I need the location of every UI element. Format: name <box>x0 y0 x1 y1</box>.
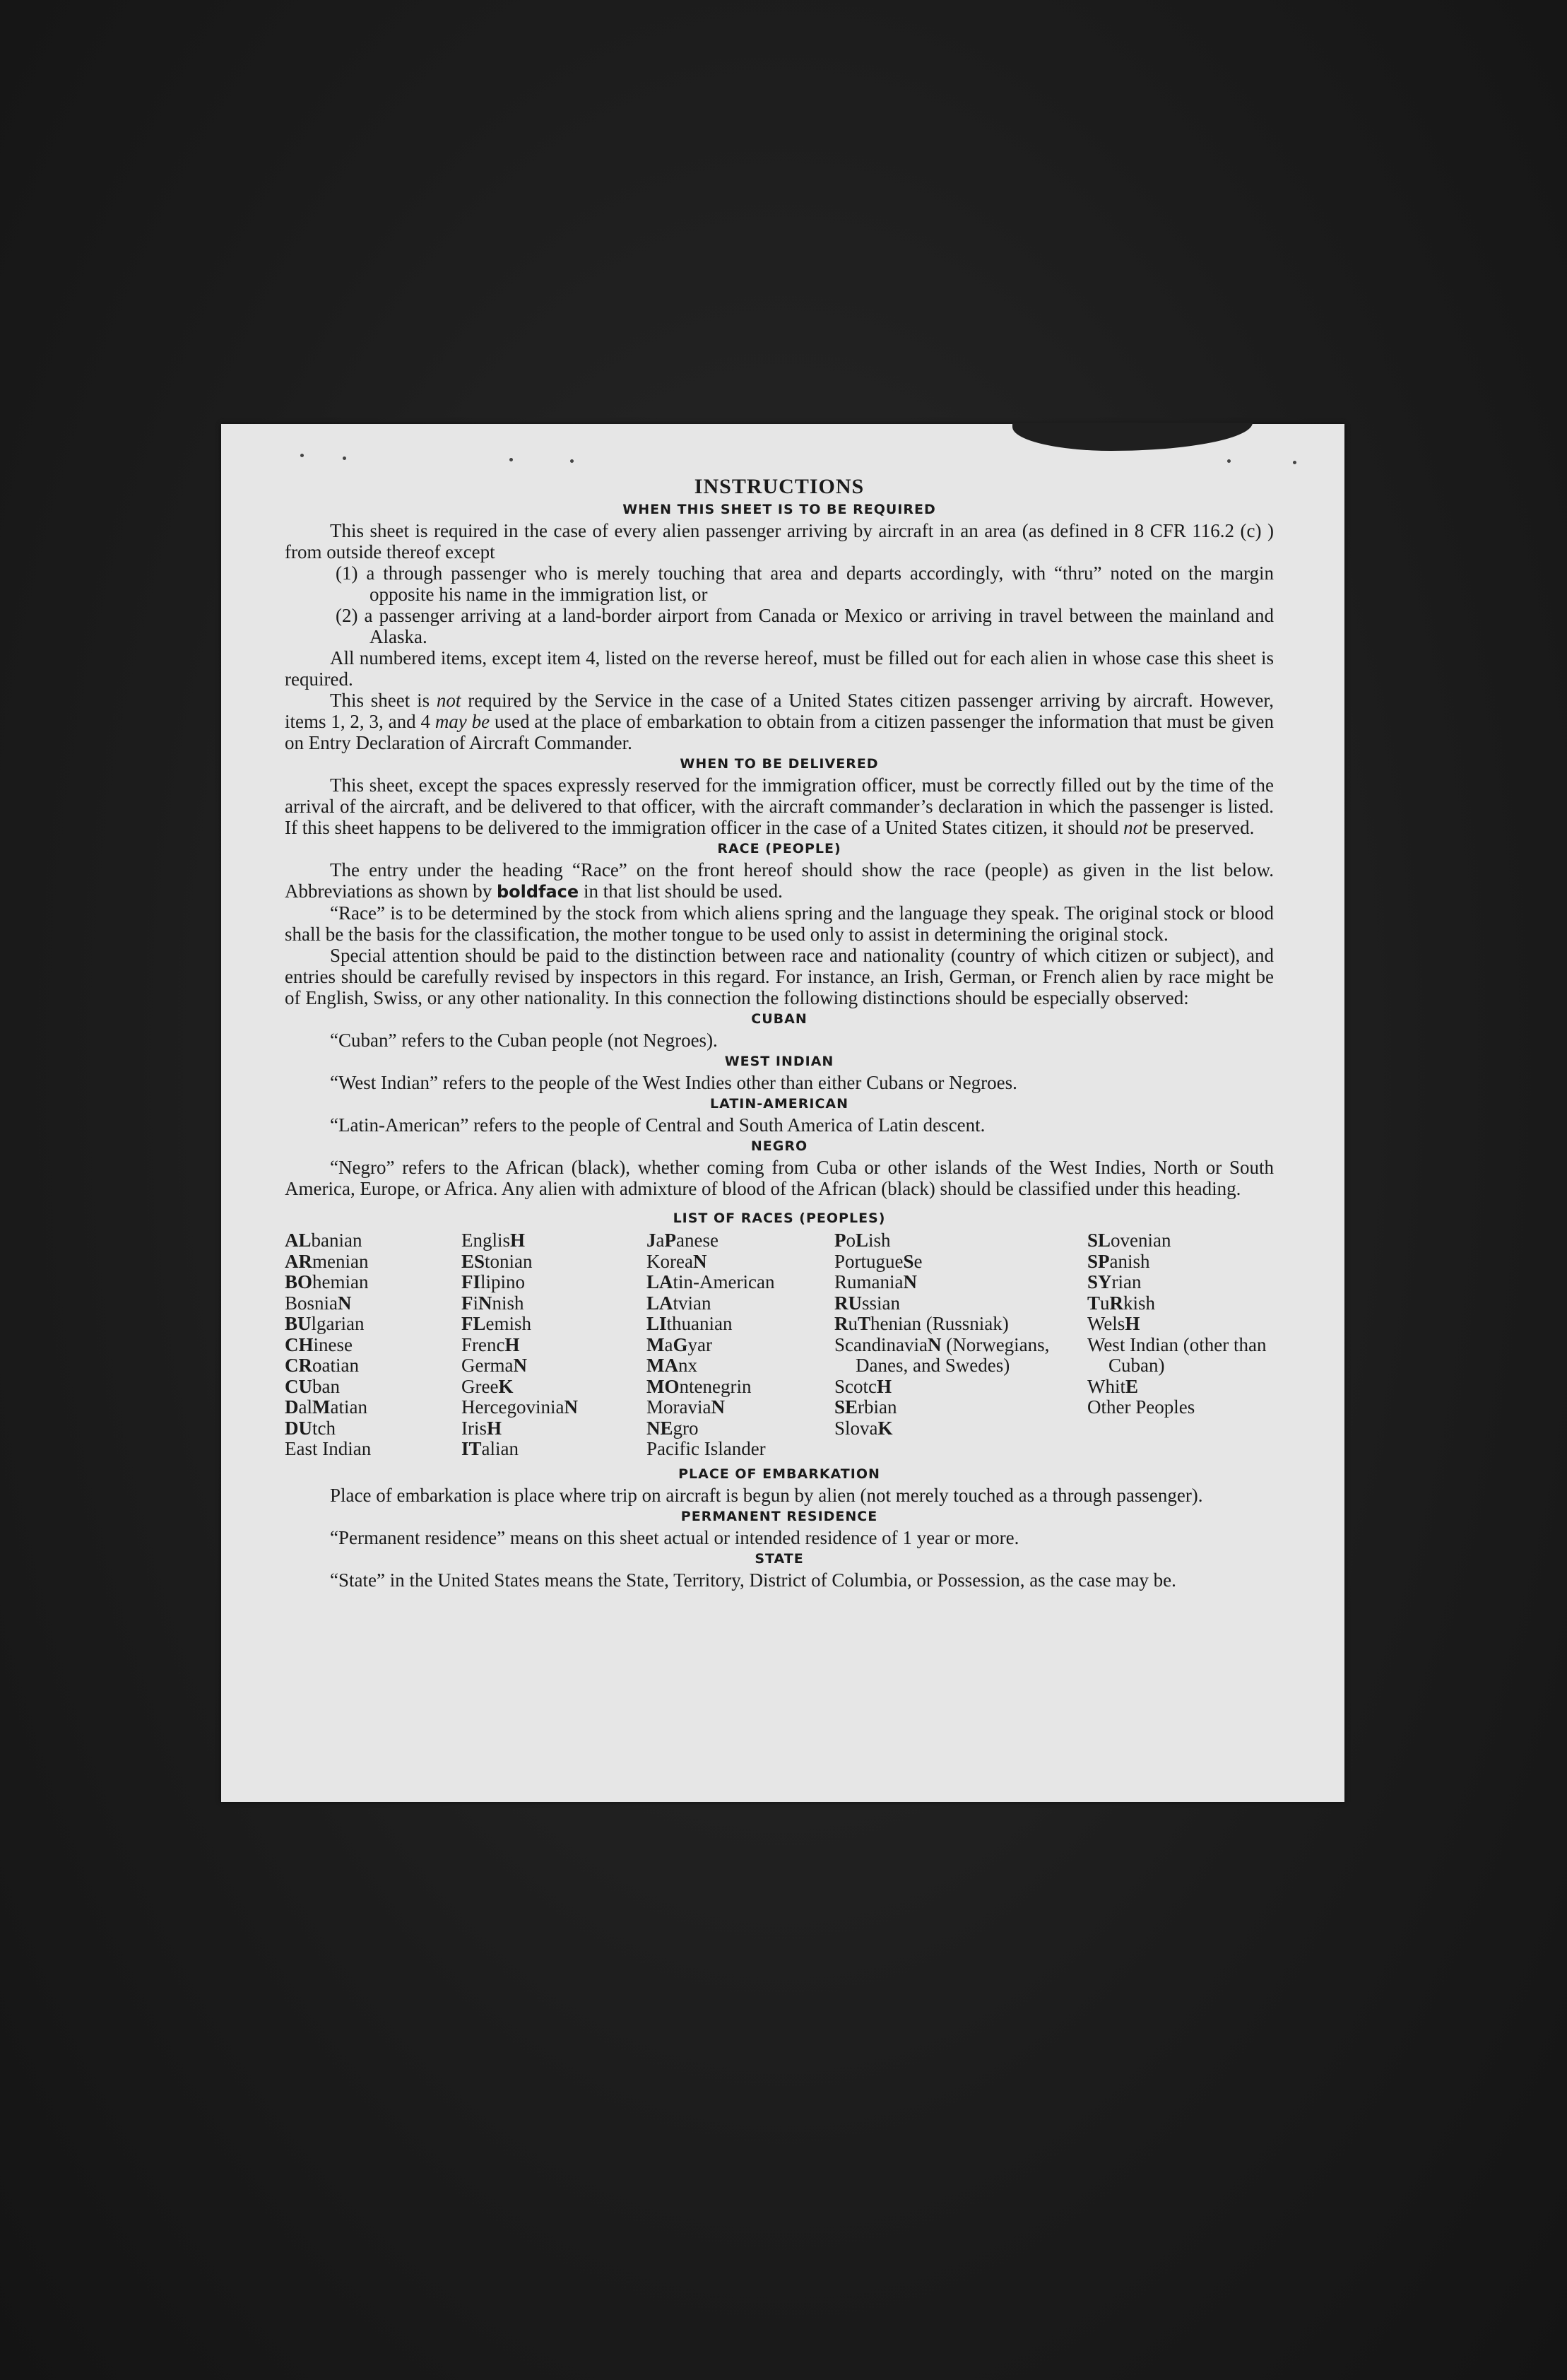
abbreviation-bold: S <box>903 1250 914 1272</box>
race-text: banian <box>311 1230 362 1251</box>
text-run: used at the place of embarkation to obtain from a citizen passenger the information that must be given on Entry Declaration of Aircraft Commander. <box>285 711 1274 753</box>
dot-mark <box>343 456 346 460</box>
race-text: Moravia <box>646 1396 711 1418</box>
required-paragraph-3 <box>285 690 1274 753</box>
race-text: e <box>913 1250 923 1272</box>
race-text: ssian <box>862 1292 900 1314</box>
abbreviation-bold: T <box>1087 1292 1101 1314</box>
race-entry <box>461 1272 638 1293</box>
race-entry <box>834 1293 1053 1314</box>
heading-latin-american: LATIN-AMERICAN <box>710 1096 848 1112</box>
abbreviation-bold: M <box>312 1396 331 1418</box>
required-paragraph-2: All numbered items, except item 4, listed on the reverse hereof, must be filled out for each alien in whose case this sheet is required. <box>285 647 1274 690</box>
race-text: Slova <box>834 1417 878 1439</box>
emphasis-not: not <box>436 690 461 711</box>
abbreviation-bold: R <box>1109 1292 1124 1314</box>
race-text: Gree <box>461 1375 499 1397</box>
abbreviation-bold: LA <box>646 1271 673 1292</box>
abbreviation-bold: SP <box>1087 1250 1110 1272</box>
abbreviation-bold: FI <box>461 1271 480 1292</box>
race-entry <box>1087 1293 1278 1314</box>
abbreviation-bold: MO <box>646 1375 680 1397</box>
race-text: West Indian (other than Cuban) <box>1087 1333 1267 1376</box>
abbreviation-bold: N <box>903 1271 917 1292</box>
required-item-2: (2) a passenger arriving at a land-border airport from Canada or Mexico or arriving in travel between the mainland and Alaska. <box>336 605 1274 647</box>
race-text: rian <box>1111 1271 1142 1292</box>
race-text: Pacific Islander <box>646 1438 766 1459</box>
race-text: u <box>848 1313 858 1334</box>
race-text: rbian <box>858 1396 897 1418</box>
abbreviation-bold: P <box>664 1230 676 1251</box>
race-text: anese <box>675 1230 719 1251</box>
abbreviation-bold: T <box>858 1313 871 1334</box>
abbreviation-bold: N <box>711 1396 725 1418</box>
abbreviation-bold: LI <box>646 1313 667 1334</box>
race-entry <box>285 1439 454 1460</box>
race-text: u <box>1100 1292 1110 1314</box>
race-entry <box>285 1314 454 1335</box>
race-text: ntenegrin <box>679 1375 752 1397</box>
permanent-residence-text: “Permanent residence” means on this sheet actual or intended residence of 1 year or more. <box>330 1527 1019 1548</box>
race-entry <box>1087 1251 1278 1273</box>
required-item-1: (1) a through passenger who is merely touching that area and departs accordingly, with “thru” noted on the margin opposite his name in the immigration list, or <box>336 562 1274 605</box>
races-column-4 <box>834 1230 1053 1439</box>
abbreviation-bold: E <box>1125 1375 1139 1397</box>
race-entry <box>285 1230 454 1251</box>
race-entry <box>285 1397 454 1418</box>
abbreviation-bold: DU <box>285 1417 312 1439</box>
race-text: hemian <box>312 1271 369 1292</box>
race-text: ban <box>312 1375 340 1397</box>
abbreviation-bold: R <box>834 1313 848 1334</box>
race-entry <box>646 1397 830 1418</box>
race-entry <box>285 1418 454 1439</box>
abbreviation-bold: SE <box>834 1396 858 1418</box>
abbreviation-bold: BO <box>285 1271 313 1292</box>
abbreviation-bold: N <box>338 1292 352 1314</box>
race-text: tonian <box>485 1250 533 1272</box>
text-run: be preserved. <box>1147 817 1255 838</box>
race-text: kish <box>1123 1292 1156 1314</box>
race-entry <box>285 1251 454 1273</box>
race-text: Germa <box>461 1355 514 1376</box>
abbreviation-bold: CR <box>285 1355 312 1376</box>
race-text: Iris <box>461 1417 487 1439</box>
race-text: lipino <box>480 1271 526 1292</box>
heading-list-of-races: LIST OF RACES (PEOPLES) <box>673 1210 886 1226</box>
race-entry <box>285 1272 454 1293</box>
abbreviation-bold: BU <box>285 1313 312 1334</box>
race-text: anish <box>1109 1250 1150 1272</box>
race-text: inese <box>313 1333 353 1355</box>
abbreviation-bold: AR <box>285 1250 312 1272</box>
race-text: Englis <box>461 1230 511 1251</box>
race-text: ovenian <box>1111 1230 1171 1251</box>
text-run: The entry under the heading “Race” on the front hereof should show the race (people) as given in the list below. Abbreviations as shown by <box>285 859 1274 902</box>
text-run: This sheet is <box>330 690 437 711</box>
race-entry <box>1087 1314 1278 1335</box>
race-entry <box>461 1314 638 1335</box>
race-text: atian <box>330 1396 367 1418</box>
abbreviation-bold: CU <box>285 1375 312 1397</box>
heading-state: STATE <box>755 1551 804 1567</box>
race-entry <box>1087 1397 1278 1418</box>
race-text: East Indian <box>285 1438 372 1459</box>
abbreviation-bold: N <box>564 1396 578 1418</box>
races-column-1 <box>285 1230 454 1460</box>
race-text: Wels <box>1087 1313 1125 1334</box>
race-text: oatian <box>312 1355 359 1376</box>
heading-embarkation: PLACE OF EMBARKATION <box>678 1466 880 1482</box>
required-paragraph-1: This sheet is required in the case of every alien passenger arriving by aircraft in an area (as defined in 8 CFR 116.2 (c) ) from outside thereof except <box>285 520 1274 562</box>
abbreviation-bold: G <box>673 1333 688 1355</box>
abbreviation-bold: SY <box>1087 1271 1112 1292</box>
abbreviation-bold: H <box>1125 1313 1140 1334</box>
abbreviation-bold: FL <box>461 1313 486 1334</box>
race-entry <box>646 1377 830 1398</box>
race-text: alian <box>481 1438 519 1459</box>
race-text: menian <box>312 1250 369 1272</box>
heading-required: WHEN THIS SHEET IS TO BE REQUIRED <box>622 502 936 517</box>
races-column-3 <box>646 1230 830 1460</box>
race-text: (Norwegians, Danes, and Swedes) <box>856 1333 1050 1376</box>
abbreviation-bold: SL <box>1087 1230 1111 1251</box>
heading-west-indian: WEST INDIAN <box>724 1054 834 1069</box>
races-column-5 <box>1087 1230 1278 1418</box>
delivered-paragraph <box>285 774 1274 838</box>
abbreviation-bold: J <box>646 1230 656 1251</box>
race-entry <box>461 1251 638 1273</box>
race-entry <box>834 1418 1053 1439</box>
heading-delivered: WHEN TO BE DELIVERED <box>680 756 879 772</box>
heading-negro: NEGRO <box>750 1138 808 1154</box>
race-text: Rumania <box>834 1271 904 1292</box>
race-entry <box>646 1272 830 1293</box>
race-text: Portugue <box>834 1250 904 1272</box>
abbreviation-bold: RU <box>834 1292 862 1314</box>
embarkation-text: Place of embarkation is place where trip on aircraft is begun by alien (not merely touched as a through passenger). <box>330 1485 1203 1506</box>
race-entry <box>285 1377 454 1398</box>
abbreviation-bold: NE <box>646 1417 673 1439</box>
race-text: al <box>298 1396 312 1418</box>
race-paragraph-3: Special attention should be paid to the distinction between race and nationality (country of which citizen or subject), and entries should be carefully revised by inspectors in this regard. For instance, an Irish, German, or French alien by race might be of English, Swiss, or any other nationality. In this connection the following distinctions should be especially observed: <box>285 945 1274 1008</box>
race-text: emish <box>485 1313 532 1334</box>
abbreviation-bold: K <box>498 1375 514 1397</box>
race-text: lgarian <box>311 1313 365 1334</box>
abbreviation-bold: H <box>504 1333 520 1355</box>
race-entry <box>646 1439 830 1460</box>
race-entry <box>461 1335 638 1356</box>
races-list <box>285 1230 1274 1463</box>
latin-american-text: “Latin-American” refers to the people of Central and South America of Latin descent. <box>330 1114 986 1136</box>
abbreviation-bold: L <box>856 1230 869 1251</box>
race-text: Whit <box>1087 1375 1125 1397</box>
race-entry <box>461 1355 638 1377</box>
abbreviation-bold: F <box>461 1292 473 1314</box>
race-text: Scotc <box>834 1375 877 1397</box>
race-text: ish <box>868 1230 891 1251</box>
cuban-text: “Cuban” refers to the Cuban people (not Negroes). <box>330 1030 718 1051</box>
race-paragraph-1 <box>285 859 1274 902</box>
race-text: Bosnia <box>285 1292 338 1314</box>
heading-race: RACE (PEOPLE) <box>717 841 841 856</box>
emphasis-may-be: may be <box>434 711 490 732</box>
abbreviation-bold: H <box>510 1230 526 1251</box>
dot-mark <box>509 458 513 461</box>
emphasis-not: not <box>1123 817 1148 838</box>
race-entry <box>461 1230 638 1251</box>
race-entry <box>646 1355 830 1377</box>
race-entry <box>1087 1272 1278 1293</box>
abbreviation-bold: AL <box>285 1230 312 1251</box>
abbreviation-bold: K <box>877 1417 893 1439</box>
west-indian-text: “West Indian” refers to the people of the West Indies other than either Cubans or Negroes. <box>330 1072 1017 1093</box>
race-text: tin-American <box>673 1271 775 1292</box>
race-paragraph-2: “Race” is to be determined by the stock from which aliens spring and the language they speak. The original stock or blood shall be the basis for the classification, the mother tongue to be used only to assist in determining the original stock. <box>285 902 1274 945</box>
race-entry <box>285 1355 454 1377</box>
race-text: henian (Russniak) <box>870 1313 1009 1334</box>
race-text: tch <box>312 1417 336 1439</box>
document-page <box>221 424 1344 1802</box>
heading-cuban: CUBAN <box>751 1011 808 1027</box>
abbreviation-bold: N <box>927 1333 942 1355</box>
race-text: Other Peoples <box>1087 1396 1195 1418</box>
abbreviation-bold: CH <box>285 1333 314 1355</box>
race-entry <box>461 1418 638 1439</box>
abbreviation-bold: N <box>513 1355 527 1376</box>
race-text: nx <box>678 1355 697 1376</box>
instructions-content <box>285 475 1274 1591</box>
race-entry <box>285 1293 454 1314</box>
race-text: thuanian <box>666 1313 733 1334</box>
race-entry <box>646 1314 830 1335</box>
state-text: “State” in the United States means the State, Territory, District of Columbia, or Possession, as the case may be. <box>330 1569 1176 1591</box>
abbreviation-bold: LA <box>646 1292 673 1314</box>
race-entry <box>285 1335 454 1356</box>
abbreviation-bold: D <box>285 1396 299 1418</box>
race-entry <box>646 1251 830 1273</box>
page-title: INSTRUCTIONS <box>694 475 865 498</box>
race-entry <box>834 1251 1053 1273</box>
race-entry <box>646 1335 830 1356</box>
abbreviation-bold: MA <box>646 1355 678 1376</box>
torn-edge <box>1012 423 1253 451</box>
emphasis-boldface: boldface <box>496 882 579 902</box>
dot-mark <box>570 459 574 463</box>
abbreviation-bold: IT <box>461 1438 482 1459</box>
race-entry <box>461 1439 638 1460</box>
race-text: Scandinavia <box>834 1333 928 1355</box>
race-entry <box>834 1314 1053 1335</box>
race-entry <box>461 1377 638 1398</box>
abbreviation-bold: H <box>877 1375 892 1397</box>
race-text: o <box>846 1230 856 1251</box>
race-text: i <box>473 1292 479 1314</box>
abbreviation-bold: M <box>646 1333 665 1355</box>
race-entry <box>834 1397 1053 1418</box>
race-entry <box>834 1272 1053 1293</box>
race-entry <box>834 1230 1053 1251</box>
race-entry <box>834 1377 1053 1398</box>
race-entry <box>1087 1335 1278 1377</box>
race-text: gro <box>673 1417 699 1439</box>
race-entry <box>646 1230 830 1251</box>
race-text: Korea <box>646 1250 693 1272</box>
abbreviation-bold: ES <box>461 1250 485 1272</box>
abbreviation-bold: P <box>834 1230 846 1251</box>
abbreviation-bold: H <box>487 1417 502 1439</box>
race-text: yar <box>687 1333 712 1355</box>
text-run: in that list should be used. <box>579 880 783 902</box>
race-text: tvian <box>673 1292 711 1314</box>
abbreviation-bold: N <box>478 1292 492 1314</box>
negro-text: “Negro” refers to the African (black), whether coming from Cuba or other islands of the West Indies, North or South America, Europe, or Africa. Any alien with admixture of blood of the African (black) should be classified under this heading. <box>285 1157 1274 1199</box>
text-run: required by the Service in the case of a United States citizen passenger arriving by aircraft. However, items 1, 2, 3, and 4 <box>285 690 1274 732</box>
race-text: a <box>664 1333 673 1355</box>
heading-permanent-residence: PERMANENT RESIDENCE <box>680 1509 878 1524</box>
race-text: nish <box>492 1292 524 1314</box>
race-entry <box>646 1293 830 1314</box>
race-entry <box>461 1293 638 1314</box>
dot-mark <box>300 454 304 457</box>
race-entry <box>1087 1377 1278 1398</box>
race-entry <box>646 1418 830 1439</box>
abbreviation-bold: N <box>692 1250 707 1272</box>
race-entry <box>1087 1230 1278 1251</box>
race-text: Frenc <box>461 1333 505 1355</box>
race-text: Hercegovinia <box>461 1396 564 1418</box>
race-text: a <box>656 1230 665 1251</box>
text-run: This sheet, except the spaces expressly reserved for the immigration officer, must be correctly filled out by the time of the arrival of the aircraft, and be delivered to that officer, with the aircraft commander’s declaration in which the passenger is listed. If this sheet happens to be delivered to the immigration officer in the case of a United States citizen, it should <box>285 774 1274 838</box>
dot-mark <box>1293 461 1296 464</box>
races-column-2 <box>461 1230 638 1460</box>
race-entry <box>461 1397 638 1418</box>
dot-mark <box>1227 459 1231 463</box>
race-entry <box>834 1335 1053 1377</box>
